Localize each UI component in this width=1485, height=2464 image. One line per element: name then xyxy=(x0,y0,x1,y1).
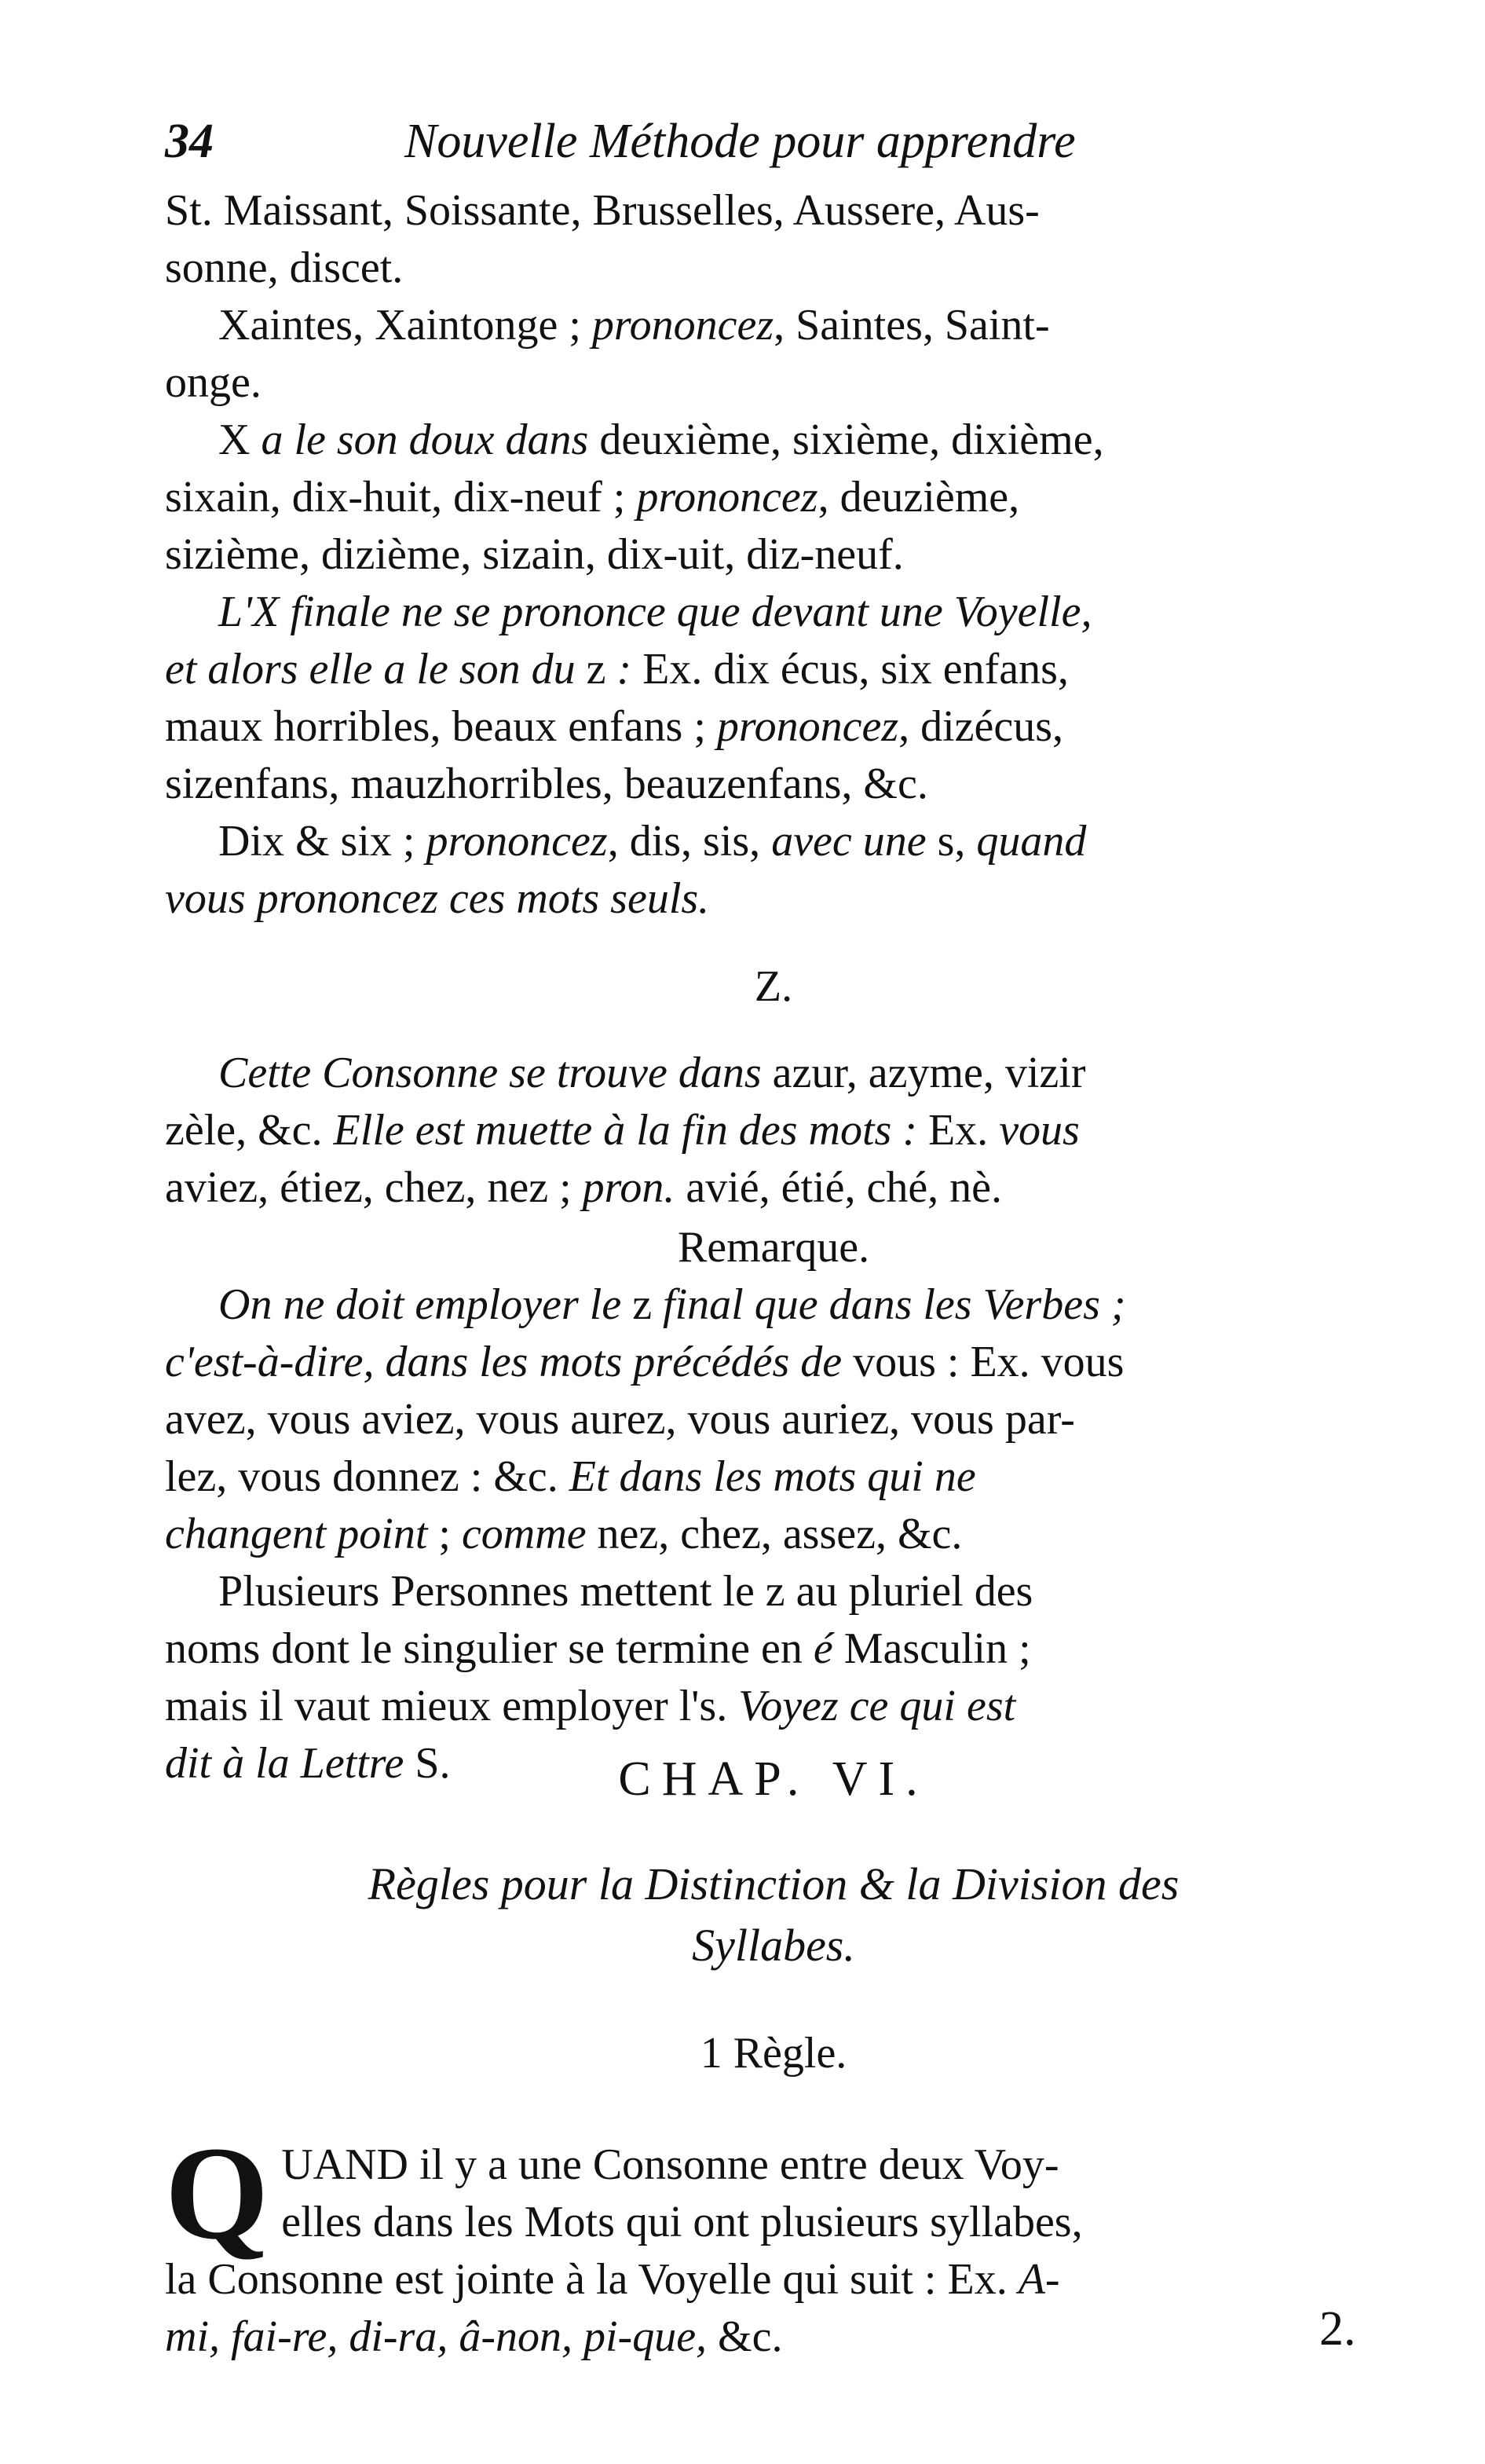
page-number: 34 xyxy=(165,115,214,168)
signature-mark: 2. xyxy=(1319,2302,1356,2356)
chapter-heading: CHAP. VI. xyxy=(618,1752,929,1806)
running-title: Nouvelle Méthode pour apprendre xyxy=(404,115,1076,168)
rule-heading: 1 Règle. xyxy=(700,2029,847,2078)
rules-title: Règles pour la Distinction & la Division des Syllabes. xyxy=(368,1858,1180,1971)
remarque-heading: Remarque. xyxy=(677,1223,870,1272)
section-heading-z: Z. xyxy=(754,962,793,1011)
paragraph-rule-1: QUAND il y a une Consonne entre deux Voy- elles dans les Mots qui ont plusieurs syllabes, la Consonne est jointe à la Voyelle qui suit : Ex. A- mi, fai-re, di-ra, â-non, pi-que, &c. xyxy=(165,2119,1083,2361)
drop-cap: Q xyxy=(165,2119,269,2267)
paragraph-st-maissant: St. Maissant, Soissante, Brusselles, Aussere, Aus- sonne, discet. Xaintes, Xaintonge ; prononcez, Saintes, Saint- onge. X a le son doux dans deuxième, sixième, dixième, sixain, dix-huit, dix-neuf ; prononcez, deuzième, sizième, dizième, sizain, dix-uit, diz-neuf. L'X finale ne se prononce que devant une Voyelle, et alors elle a le son du z : Ex. dix écus, six enfans, maux horribles, beaux enfans ; prononcez, dizécus, sizenfans, mauzhorribles, beauzenfans, &c. Dix & six ; prononcez, dis, sis, avec une s, quand vous prononcez ces mots seuls. xyxy=(165,186,1104,923)
paragraph-z: Cette Consonne se trouve dans azur, azyme, vizir zèle, &c. Elle est muette à la fin des mots : Ex. vous aviez, étiez, chez, nez ; pron. avié, étié, ché, nè. xyxy=(165,1049,1086,1212)
paragraph-remarque: On ne doit employer le z final que dans les Verbes ; c'est-à-dire, dans les mots précédés de vous : Ex. vous avez, vous aviez, vous aurez, vous auriez, vous par- lez, vous donnez : &c. Et dans les mots qui ne changent point ; comme nez, chez, assez, &c. Plusieurs Personnes mettent le z au pluriel des noms dont le singulier se termine en é Masculin ; mais il vaut mieux employer l's. Voyez ce qui est dit à la Lettre S. xyxy=(165,1280,1126,1788)
